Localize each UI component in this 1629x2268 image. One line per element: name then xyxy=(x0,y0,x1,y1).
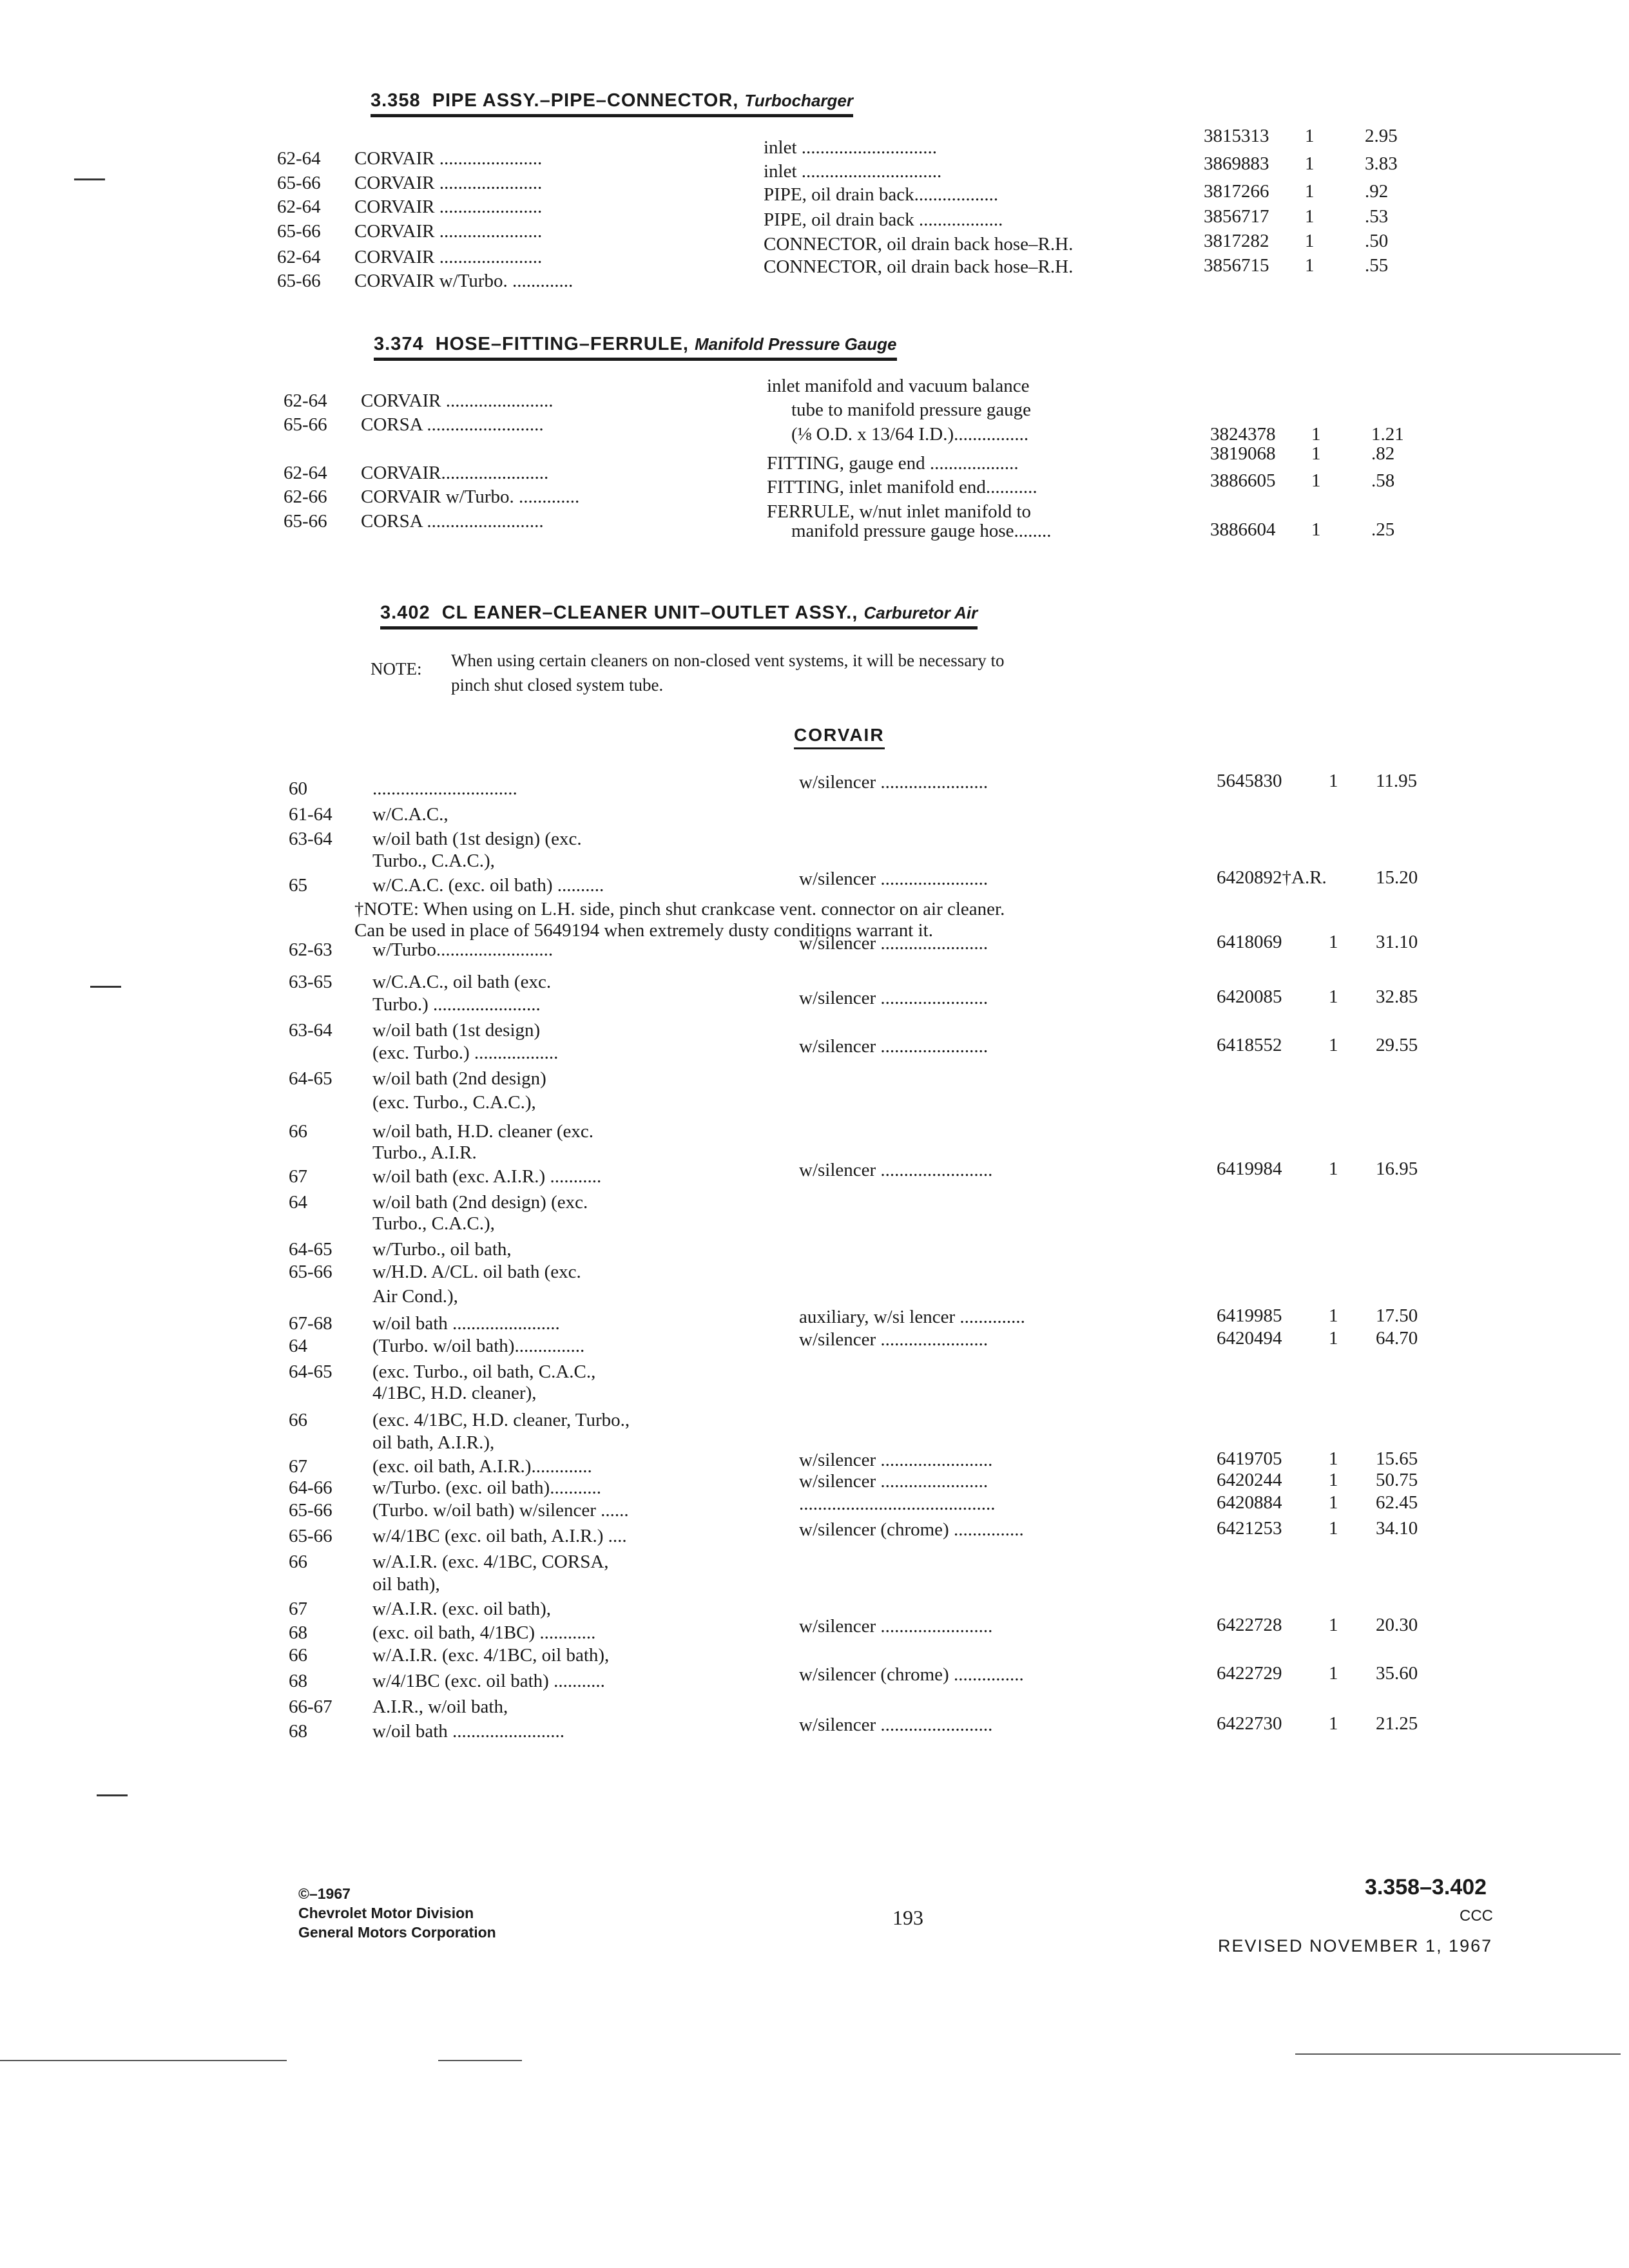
row-description: FITTING, gauge end ................... xyxy=(767,453,1019,474)
row-price: 64.70 xyxy=(1376,1328,1418,1349)
row-quantity: 1 xyxy=(1305,181,1315,202)
row-model: CORSA ......................... xyxy=(361,511,544,532)
row-model: Turbo.) ....................... xyxy=(372,994,541,1015)
section-heading: CL EANER–CLEANER UNIT–OUTLET ASSY., xyxy=(441,602,858,623)
row-year: 65-66 xyxy=(289,1262,333,1282)
row-year: 66 xyxy=(289,1645,307,1666)
row-year: 62-66 xyxy=(284,486,327,507)
section-range: 3.358–3.402 xyxy=(1365,1875,1487,1899)
row-price: 31.10 xyxy=(1376,932,1418,952)
revised-date: REVISED NOVEMBER 1, 1967 xyxy=(1218,1936,1493,1956)
row-model: w/oil bath (2nd design) (exc. xyxy=(372,1192,588,1213)
row-part-number: 3824378 xyxy=(1210,424,1276,445)
row-description: .......................................... xyxy=(799,1494,996,1514)
row-price: 2.95 xyxy=(1365,126,1398,146)
bottom-rule xyxy=(1295,2053,1621,2055)
row-part-number: 6419985 xyxy=(1217,1305,1282,1326)
corvair-subheading: CORVAIR xyxy=(794,725,885,749)
row-quantity: 1 xyxy=(1329,1663,1338,1684)
row-year: 62-63 xyxy=(289,939,333,960)
row-year: 64 xyxy=(289,1336,307,1356)
row-year: 65-66 xyxy=(277,271,321,291)
row-price: .82 xyxy=(1371,443,1395,464)
row-model: 4/1BC, H.D. cleaner), xyxy=(372,1383,537,1403)
row-price: .58 xyxy=(1371,470,1395,491)
row-model: (exc. oil bath, 4/1BC) ............ xyxy=(372,1622,596,1643)
row-price: .92 xyxy=(1365,181,1389,202)
row-part-number: 3817282 xyxy=(1204,231,1269,251)
row-model: CORVAIR....................... xyxy=(361,463,549,483)
row-model: w/oil bath, H.D. cleaner (exc. xyxy=(372,1121,594,1142)
row-quantity: 1 xyxy=(1311,519,1321,540)
row-price: 15.20 xyxy=(1376,867,1418,888)
section-subheading: Turbocharger xyxy=(744,91,853,110)
row-year: 66 xyxy=(289,1410,307,1430)
footer-division: Chevrolet Motor Division xyxy=(298,1904,474,1921)
row-quantity: 1 xyxy=(1329,1492,1338,1513)
margin-mark xyxy=(97,1794,128,1796)
row-year: 63-64 xyxy=(289,829,333,849)
row-year: 65-66 xyxy=(284,414,327,435)
footer-left xyxy=(298,1885,496,1943)
row-model: w/oil bath ....................... xyxy=(372,1313,560,1334)
row-year: 64-66 xyxy=(289,1477,333,1498)
row-quantity: 1 xyxy=(1329,1713,1338,1734)
row-price: 15.65 xyxy=(1376,1448,1418,1469)
row-model: w/C.A.C. (exc. oil bath) .......... xyxy=(372,875,604,896)
row-quantity: 1 xyxy=(1329,771,1338,791)
row-quantity: 1 xyxy=(1329,1305,1338,1326)
row-price: .55 xyxy=(1365,255,1389,276)
row-year: 62-64 xyxy=(284,390,327,411)
row-part-number: 3815313 xyxy=(1204,126,1269,146)
row-quantity: 1 xyxy=(1311,470,1321,491)
row-description: CONNECTOR, oil drain back hose–R.H. xyxy=(764,234,1074,255)
note-line-1: When using certain cleaners on non-closed vent systems, it will be necessary to xyxy=(451,651,1005,670)
row-model: A.I.R., w/oil bath, xyxy=(372,1696,508,1717)
row-year: 64-65 xyxy=(289,1361,333,1382)
row-price: 3.83 xyxy=(1365,153,1398,174)
row-year: 65-66 xyxy=(277,173,321,193)
row-description: inlet manifold and vacuum balance xyxy=(767,376,1030,396)
row-description: w/silencer ........................ xyxy=(799,1616,993,1637)
row-quantity: 1 xyxy=(1329,1328,1338,1349)
margin-mark xyxy=(74,178,105,180)
row-model: w/Turbo......................... xyxy=(372,939,554,960)
row-model: (exc. 4/1BC, H.D. cleaner, Turbo., xyxy=(372,1410,630,1430)
row-year: 62-64 xyxy=(284,463,327,483)
row-part-number: 3856717 xyxy=(1204,206,1269,227)
row-description: manifold pressure gauge hose........ xyxy=(791,521,1052,541)
row-model: (exc. oil bath, A.I.R.)............. xyxy=(372,1456,592,1477)
row-model: w/oil bath (2nd design) xyxy=(372,1068,546,1089)
row-part-number: 3819068 xyxy=(1210,443,1276,464)
row-model: CORVAIR ...................... xyxy=(354,148,543,169)
row-description: FERRULE, w/nut inlet manifold to xyxy=(767,501,1032,522)
row-price: 35.60 xyxy=(1376,1663,1418,1684)
row-price: .25 xyxy=(1371,519,1395,540)
row-quantity: 1 xyxy=(1305,206,1315,227)
row-model: w/C.A.C., xyxy=(372,804,448,825)
row-year: 68 xyxy=(289,1721,307,1742)
row-part-number: 6420244 xyxy=(1217,1470,1282,1490)
row-year: 64-65 xyxy=(289,1068,333,1089)
bottom-rule xyxy=(438,2060,522,2061)
row-year: 60 xyxy=(289,778,307,799)
row-part-number: 6420892†A.R. xyxy=(1217,867,1327,888)
row-quantity: 1 xyxy=(1329,986,1338,1007)
row-model: (exc. Turbo., C.A.C.), xyxy=(372,1092,536,1113)
row-year: 66-67 xyxy=(289,1696,333,1717)
row-description: FITTING, inlet manifold end........... xyxy=(767,477,1037,497)
row-part-number: 3856715 xyxy=(1204,255,1269,276)
row-quantity: 1 xyxy=(1329,1615,1338,1635)
section-subheading: Manifold Pressure Gauge xyxy=(694,334,897,354)
section-number: 3.374 xyxy=(374,334,424,354)
row-description: inlet .............................. xyxy=(764,161,942,182)
row-description: w/silencer ....................... xyxy=(799,869,988,889)
row-part-number: 6422729 xyxy=(1217,1663,1282,1684)
row-year: 63-64 xyxy=(289,1020,333,1041)
row-quantity: 1 xyxy=(1305,231,1315,251)
row-part-number: 6421253 xyxy=(1217,1518,1282,1539)
row-description: PIPE, oil drain back.................. xyxy=(764,184,999,205)
row-quantity: 1 xyxy=(1305,126,1315,146)
row-price: 1.21 xyxy=(1371,424,1404,445)
note-line-2: pinch shut closed system tube. xyxy=(451,675,664,695)
footnote-line: †NOTE: When using on L.H. side, pinch shut crankcase vent. connector on air cleaner. xyxy=(354,899,1005,919)
row-model: (Turbo. w/oil bath) w/silencer ...... xyxy=(372,1500,629,1521)
row-description: w/silencer ....................... xyxy=(799,1471,988,1492)
row-year: 62-64 xyxy=(277,247,321,267)
row-description: auxiliary, w/si lencer .............. xyxy=(799,1307,1025,1327)
row-model: w/Turbo. (exc. oil bath)........... xyxy=(372,1477,601,1498)
row-description: w/silencer ....................... xyxy=(799,772,988,793)
row-model: CORVAIR w/Turbo. ............. xyxy=(354,271,574,291)
row-model: w/oil bath (1st design) xyxy=(372,1020,541,1041)
row-quantity: 1 xyxy=(1329,1448,1338,1469)
row-description: inlet ............................. xyxy=(764,137,938,158)
row-model: Turbo., A.I.R. xyxy=(372,1142,477,1163)
row-year: 68 xyxy=(289,1622,307,1643)
row-price: 11.95 xyxy=(1376,771,1418,791)
row-year: 68 xyxy=(289,1671,307,1691)
row-model: CORVAIR ....................... xyxy=(361,390,554,411)
row-quantity: 1 xyxy=(1311,443,1321,464)
bottom-rule xyxy=(0,2060,287,2061)
row-part-number: 6420085 xyxy=(1217,986,1282,1007)
row-quantity: 1 xyxy=(1329,1470,1338,1490)
row-quantity: 1 xyxy=(1311,424,1321,445)
row-description: w/silencer ....................... xyxy=(799,1329,988,1350)
page-number: 193 xyxy=(892,1906,923,1929)
row-model: oil bath, A.I.R.), xyxy=(372,1432,495,1453)
row-price: .53 xyxy=(1365,206,1389,227)
row-year: 67 xyxy=(289,1599,307,1619)
row-model: w/4/1BC (exc. oil bath) ........... xyxy=(372,1671,605,1691)
row-model: w/Turbo., oil bath, xyxy=(372,1239,512,1260)
row-quantity: 1 xyxy=(1305,153,1315,174)
row-part-number: 3869883 xyxy=(1204,153,1269,174)
row-price: 50.75 xyxy=(1376,1470,1418,1490)
row-price: 62.45 xyxy=(1376,1492,1418,1513)
row-year: 67-68 xyxy=(289,1313,333,1334)
row-model: ............................... xyxy=(372,778,517,799)
section-heading: PIPE ASSY.–PIPE–CONNECTOR, xyxy=(432,90,739,111)
row-year: 65-66 xyxy=(277,221,321,242)
row-description: w/silencer ....................... xyxy=(799,988,988,1008)
row-price: 21.25 xyxy=(1376,1713,1418,1734)
section-number: 3.402 xyxy=(380,602,430,623)
footer-code: CCC xyxy=(1460,1907,1493,1925)
row-price: 20.30 xyxy=(1376,1615,1418,1635)
row-description: w/silencer (chrome) ............... xyxy=(799,1519,1024,1540)
row-part-number: 6419984 xyxy=(1217,1158,1282,1179)
row-model: w/oil bath (exc. A.I.R.) ........... xyxy=(372,1166,602,1187)
row-model: (exc. Turbo.) .................. xyxy=(372,1043,559,1063)
row-price: 34.10 xyxy=(1376,1518,1418,1539)
note-label: NOTE: xyxy=(371,659,422,678)
row-model: CORVAIR ...................... xyxy=(354,221,543,242)
footnote-line: Can be used in place of 5649194 when extremely dusty conditions warrant it. xyxy=(354,920,933,941)
row-year: 62-64 xyxy=(277,197,321,217)
row-year: 66 xyxy=(289,1552,307,1572)
row-year: 67 xyxy=(289,1166,307,1187)
row-part-number: 3817266 xyxy=(1204,181,1269,202)
row-description: w/silencer (chrome) ............... xyxy=(799,1664,1024,1685)
margin-mark xyxy=(90,986,121,988)
row-quantity: 1 xyxy=(1329,1035,1338,1055)
row-price: 17.50 xyxy=(1376,1305,1418,1326)
row-quantity: 1 xyxy=(1305,255,1315,276)
row-part-number: 6418069 xyxy=(1217,932,1282,952)
row-quantity: 1 xyxy=(1329,932,1338,952)
section-heading: HOSE–FITTING–FERRULE, xyxy=(435,334,689,354)
row-year: 65 xyxy=(289,875,307,896)
row-part-number: 3886604 xyxy=(1210,519,1276,540)
row-year: 65-66 xyxy=(289,1500,333,1521)
row-year: 65-66 xyxy=(284,511,327,532)
row-year: 64-65 xyxy=(289,1239,333,1260)
row-part-number: 6422730 xyxy=(1217,1713,1282,1734)
row-description: w/silencer ........................ xyxy=(799,1715,993,1735)
row-quantity: 1 xyxy=(1329,1158,1338,1179)
row-part-number: 3886605 xyxy=(1210,470,1276,491)
row-description: w/silencer ........................ xyxy=(799,1160,993,1180)
row-model: oil bath), xyxy=(372,1574,440,1595)
row-price: .50 xyxy=(1365,231,1389,251)
row-part-number: 6422728 xyxy=(1217,1615,1282,1635)
row-model: w/oil bath ........................ xyxy=(372,1721,565,1742)
row-description: (⅛ O.D. x 13/64 I.D.)................ xyxy=(791,424,1029,445)
row-price: 16.95 xyxy=(1376,1158,1418,1179)
row-price: 32.85 xyxy=(1376,986,1418,1007)
footer-corporation: General Motors Corporation xyxy=(298,1923,496,1941)
row-description: tube to manifold pressure gauge xyxy=(791,399,1032,420)
row-model: w/C.A.C., oil bath (exc. xyxy=(372,972,552,992)
row-model: w/A.I.R. (exc. 4/1BC, CORSA, xyxy=(372,1552,609,1572)
row-description: CONNECTOR, oil drain back hose–R.H. xyxy=(764,256,1074,277)
row-description: w/silencer ....................... xyxy=(799,933,988,954)
row-model: w/4/1BC (exc. oil bath, A.I.R.) .... xyxy=(372,1526,627,1546)
row-model: Turbo., C.A.C.), xyxy=(372,1213,495,1234)
row-year: 65-66 xyxy=(289,1526,333,1546)
row-year: 67 xyxy=(289,1456,307,1477)
row-model: (exc. Turbo., oil bath, C.A.C., xyxy=(372,1361,596,1382)
row-model: CORVAIR w/Turbo. ............. xyxy=(361,486,580,507)
row-part-number: 6418552 xyxy=(1217,1035,1282,1055)
row-description: PIPE, oil drain back .................. xyxy=(764,209,1003,230)
row-model: Turbo., C.A.C.), xyxy=(372,850,495,871)
row-part-number: 6419705 xyxy=(1217,1448,1282,1469)
row-model: CORSA ......................... xyxy=(361,414,544,435)
row-year: 63-65 xyxy=(289,972,333,992)
row-year: 61-64 xyxy=(289,804,333,825)
section-subheading: Carburetor Air xyxy=(863,603,978,622)
row-year: 66 xyxy=(289,1121,307,1142)
row-year: 64 xyxy=(289,1192,307,1213)
section-number: 3.358 xyxy=(371,90,421,111)
row-description: w/silencer ........................ xyxy=(799,1450,993,1470)
row-year: 62-64 xyxy=(277,148,321,169)
row-model: (Turbo. w/oil bath)............... xyxy=(372,1336,585,1356)
row-part-number: 6420884 xyxy=(1217,1492,1282,1513)
row-model: CORVAIR ...................... xyxy=(354,197,543,217)
row-model: CORVAIR ...................... xyxy=(354,247,543,267)
row-model: w/oil bath (1st design) (exc. xyxy=(372,829,582,849)
row-description: w/silencer ....................... xyxy=(799,1036,988,1057)
footer-copyright: ©–1967 xyxy=(298,1885,351,1902)
row-model: w/A.I.R. (exc. 4/1BC, oil bath), xyxy=(372,1645,610,1666)
row-part-number: 5645830 xyxy=(1217,771,1282,791)
row-model: CORVAIR ...................... xyxy=(354,173,543,193)
row-model: w/H.D. A/CL. oil bath (exc. xyxy=(372,1262,581,1282)
row-model: w/A.I.R. (exc. oil bath), xyxy=(372,1599,552,1619)
row-part-number: 6420494 xyxy=(1217,1328,1282,1349)
row-quantity: 1 xyxy=(1329,1518,1338,1539)
row-model: Air Cond.), xyxy=(372,1286,458,1307)
row-price: 29.55 xyxy=(1376,1035,1418,1055)
